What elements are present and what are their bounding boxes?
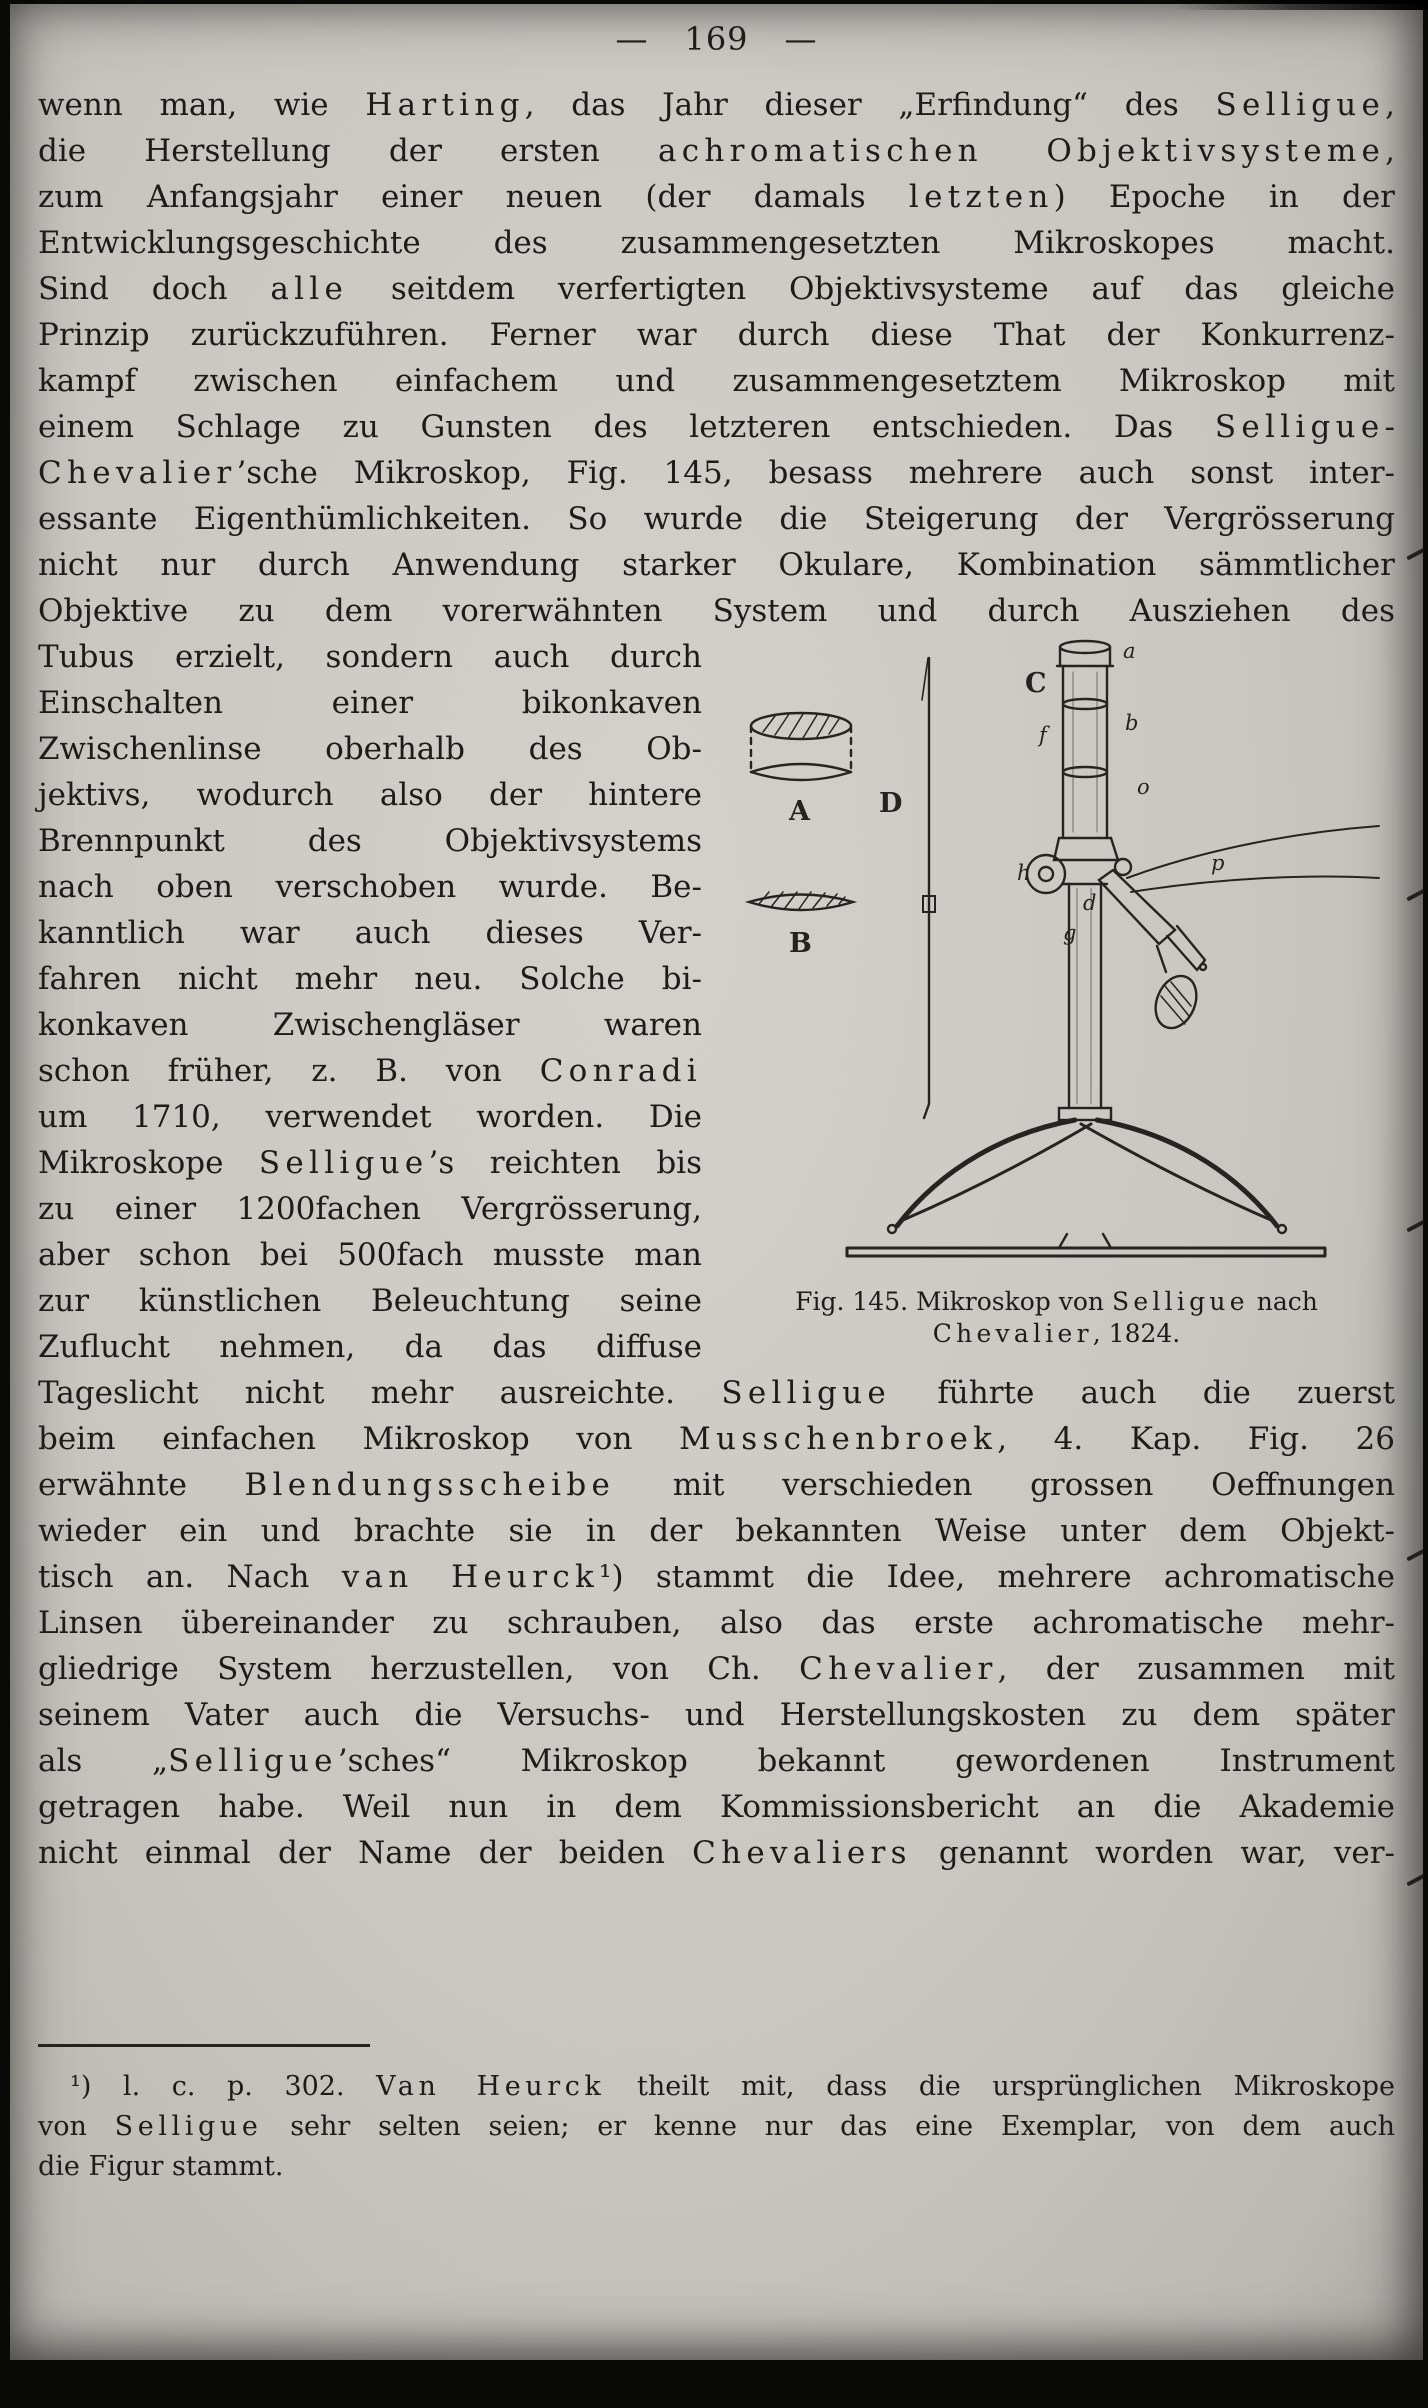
text-line: Prinzip zurückzuführen. Ferner war durch diese That der Konkurrenz- (38, 317, 1395, 353)
microscope-body-drawing (847, 641, 1379, 1256)
text-line: Brennpunkt des Objektivsystems (38, 823, 702, 859)
text-line: die Figur stammt. (38, 2151, 284, 2182)
text-line: essante Eigenthümlichkeiten. So wurde die Steigerung der Vergrösserung (38, 501, 1395, 537)
header-dash-left: — (615, 20, 649, 58)
text-line: jektivs, wodurch also der hintere (38, 777, 702, 813)
text-line: Chevalier’sche Mikroskop, Fig. 145, besass mehrere auch sonst inter- (38, 455, 1395, 491)
text-line: getragen habe. Weil nun in dem Kommissionsbericht an die Akademie (38, 1789, 1395, 1825)
figure-label-a: A (788, 796, 810, 827)
text-line: Zuflucht nehmen, da das diffuse (38, 1329, 702, 1365)
footnote-text (38, 2067, 1395, 2187)
text-line: wenn man, wie Harting, das Jahr dieser „Erfindung“ des Selligue, (38, 87, 1395, 123)
figure-label-b-small: b (1124, 711, 1138, 735)
figure-label-d-cap: D (878, 788, 902, 819)
text-line: Tubus erzielt, sondern auch durch (38, 639, 702, 675)
text-line: Sind doch alle seitdem verfertigten Objektivsysteme auf das gleiche (38, 271, 1395, 307)
text-line: Entwicklungsgeschichte des zusammengesetzten Mikroskopes macht. (38, 225, 1395, 261)
text-line: zur künstlichen Beleuchtung seine (38, 1283, 702, 1319)
lens-a-drawing (751, 713, 851, 780)
text-line: Chevalier, 1824. (932, 1319, 1181, 1348)
text-line: von Selligue sehr selten seien; er kenne nur das eine Exemplar, von dem auch (38, 2111, 1396, 2142)
specimen-rod-drawing (922, 658, 935, 1118)
footnote (38, 2044, 1395, 2187)
figure-label-o-small: o (1136, 775, 1150, 799)
text-line: ¹) l. c. p. 302. Van Heurck theilt mit, dass die ursprünglichen Mikroskope (70, 2071, 1395, 2102)
text-line: die Herstellung der ersten achromatischen Objektivsysteme, (38, 133, 1395, 169)
text-line: Tageslicht nicht mehr ausreichte. Selligue führte auch die zuerst (38, 1375, 1395, 1411)
text-line: fahren nicht mehr neu. Solche bi- (38, 961, 702, 997)
figure-145 (718, 634, 1395, 1350)
text-line: Linsen übereinander zu schrauben, also das erste achromatische mehr- (38, 1605, 1395, 1641)
text-line: Fig. 145. Mikroskop von Selligue nach (795, 1287, 1318, 1316)
footnote-rule (38, 2044, 370, 2047)
text-line: nach oben verschoben wurde. Be- (38, 869, 702, 905)
paragraph-block-bottom (38, 1370, 1395, 1876)
text-line: zu einer 1200fachen Vergrösserung, (38, 1191, 702, 1227)
text-line: nicht nur durch Anwendung starker Okulare, Kombination sämmtlicher (38, 547, 1395, 583)
text-line: seinem Vater auch die Versuchs- und Herstellungskosten zu dem später (38, 1697, 1395, 1733)
text-line: gliedrige System herzustellen, von Ch. Chevalier, der zusammen mit (38, 1651, 1395, 1687)
paragraph-block-left-column (38, 634, 702, 1370)
figure-label-g-small: g (1062, 921, 1076, 945)
microscope-illustration (729, 634, 1385, 1274)
text-line: konkaven Zwischengläser waren (38, 1007, 702, 1043)
page-number: 169 (684, 20, 749, 58)
text-line: kampf zwischen einfachem und zusammengesetztem Mikroskop mit (38, 363, 1395, 399)
figure-label-h-small: h (1016, 861, 1031, 885)
text-line: nicht einmal der Name der beiden Chevaliers genannt worden war, ver- (38, 1835, 1395, 1871)
text-line: schon früher, z. B. von Conradi (38, 1053, 702, 1089)
header-dash-right: — (784, 20, 818, 58)
text-line: aber schon bei 500fach musste man (38, 1237, 702, 1273)
text-line: Zwischenlinse oberhalb des Ob- (38, 731, 702, 767)
text-line: kanntlich war auch dieses Ver- (38, 915, 702, 951)
scan-artifact (1128, 0, 1428, 10)
text-line: tisch an. Nach van Heurck¹) stammt die Idee, mehrere achromatische (38, 1559, 1396, 1595)
text-line: Einschalten einer bikonkaven (38, 685, 702, 721)
text-line: als „Selligue’sches“ Mikroskop bekannt gewordenen Instrument (38, 1743, 1395, 1779)
figure-label-f-small: f (1038, 723, 1047, 747)
figure-column (702, 634, 1395, 1350)
text-line: erwähnte Blendungsscheibe mit verschieden grossen Oeffnungen (38, 1467, 1395, 1503)
lens-b-drawing (749, 892, 853, 910)
paragraph-block-top (38, 82, 1395, 634)
book-page (10, 4, 1423, 2360)
text-line: zum Anfangsjahr einer neuen (der damals letzten) Epoche in der (38, 179, 1395, 215)
text-figure-row (38, 634, 1395, 1370)
body-text (38, 82, 1395, 1876)
page-header (38, 20, 1395, 58)
text-line: Mikroskope Selligue’s reichten bis (38, 1145, 702, 1181)
text-line: beim einfachen Mikroskop von Musschenbroek, 4. Kap. Fig. 26 (38, 1421, 1395, 1457)
page-content (38, 20, 1395, 2187)
text-line: um 1710, verwendet worden. Die (38, 1099, 702, 1135)
figure-caption (718, 1286, 1395, 1350)
figure-label-b: B (788, 928, 812, 959)
figure-label-c: C (1024, 668, 1046, 699)
text-line: einem Schlage zu Gunsten des letzteren entschieden. Das Selligue- (38, 409, 1395, 445)
figure-label-d-small: d (1082, 891, 1096, 915)
text-line: wieder ein und brachte sie in der bekannten Weise unter dem Objekt- (38, 1513, 1395, 1549)
text-line: Objektive zu dem vorerwähnten System und durch Ausziehen des (38, 593, 1395, 629)
figure-label-p-small: p (1210, 851, 1224, 875)
figure-label-a-small: a (1122, 639, 1136, 663)
